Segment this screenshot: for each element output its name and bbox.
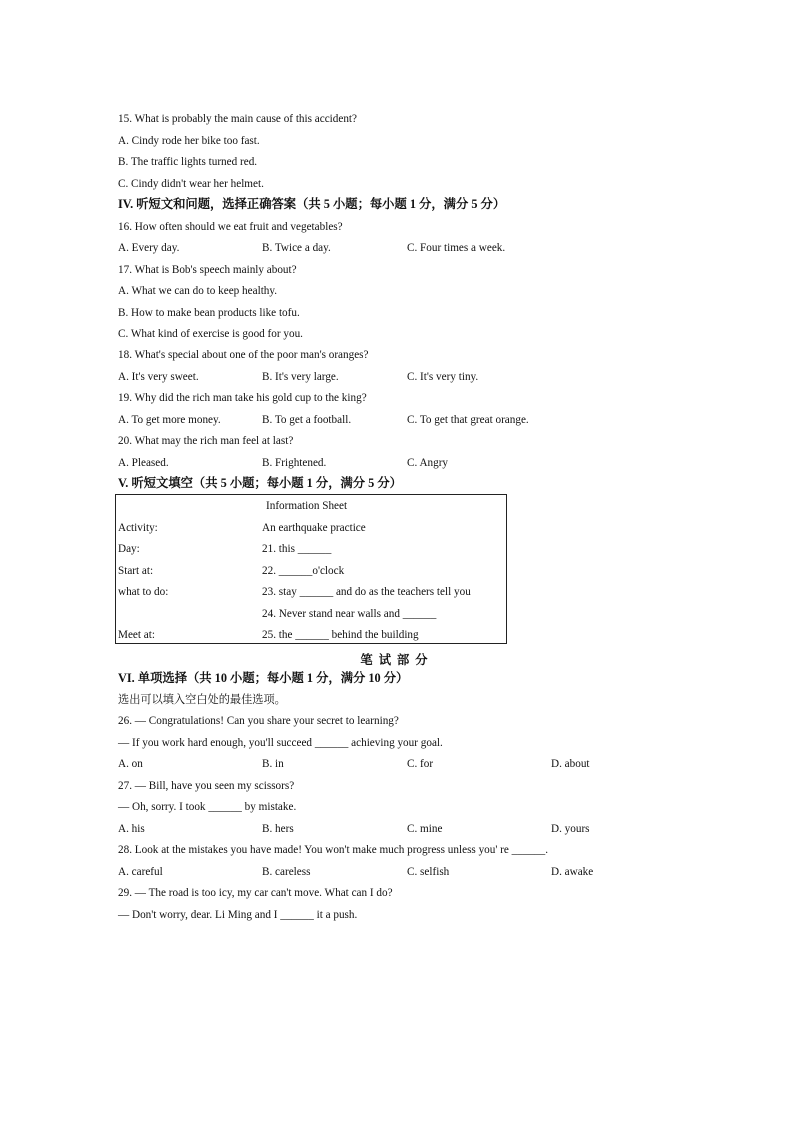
option-26a: A. on [118, 758, 143, 770]
option-20a: A. Pleased. [118, 457, 169, 469]
info-label: what to do: [118, 586, 169, 598]
options-16 [118, 241, 506, 255]
info-row-day [118, 542, 332, 556]
option-19a: A. To get more money. [118, 414, 221, 426]
question-20: 20. What may the rich man feel at last? [118, 435, 294, 447]
options-19 [118, 413, 529, 427]
option-20b: B. Frightened. [262, 457, 327, 469]
info-label: Activity: [118, 522, 158, 534]
option-19c: C. To get that great orange. [407, 414, 529, 426]
question-26-line2: — If you work hard enough, you'll succeed ______ achieving your goal. [118, 737, 443, 749]
option-26c: C. for [407, 758, 434, 770]
option-17a: A. What we can do to keep healthy. [118, 285, 278, 297]
option-26b: B. in [262, 758, 284, 770]
options-27 [118, 822, 590, 836]
option-27a: A. his [118, 823, 145, 835]
option-26d: D. about [551, 758, 590, 770]
option-28d: D. awake [551, 866, 594, 878]
info-value: 23. stay ______ and do as the teachers tell you [262, 586, 471, 598]
section-4-title: IV. 听短文和问题，选择正确答案（共 5 小题；每小题 1 分，满分 5 分） [118, 197, 506, 211]
section-6-title: VI. 单项选择（共 10 小题；每小题 1 分，满分 10 分） [118, 671, 409, 685]
info-value: 24. Never stand near walls and ______ [262, 608, 437, 620]
information-sheet-heading: Information Sheet [266, 500, 348, 512]
option-16c: C. Four times a week. [407, 242, 506, 254]
section-6-instruction: 选出可以填入空白处的最佳选项。 [118, 694, 286, 706]
option-27d: D. yours [551, 823, 590, 835]
info-row-activity [118, 521, 366, 535]
option-16a: A. Every day. [118, 242, 180, 254]
info-value: 25. the ______ behind the building [262, 629, 419, 641]
question-26-line1: 26. — Congratulations! Can you share your secret to learning? [118, 715, 399, 727]
options-18 [118, 370, 479, 384]
question-27-line2: — Oh, sorry. I took ______ by mistake. [118, 801, 297, 813]
question-27-line1: 27. — Bill, have you seen my scissors? [118, 780, 295, 792]
option-19b: B. To get a football. [262, 414, 352, 426]
info-row-start [118, 564, 345, 578]
options-28 [118, 865, 594, 879]
option-16b: B. Twice a day. [262, 242, 331, 254]
info-value: 21. this ______ [262, 543, 332, 555]
question-16: 16. How often should we eat fruit and vegetables? [118, 221, 343, 233]
option-17b: B. How to make bean products like tofu. [118, 307, 300, 319]
option-28c: C. selfish [407, 866, 450, 878]
option-15b: B. The traffic lights turned red. [118, 156, 258, 168]
question-29-line2: — Don't worry, dear. Li Ming and I ______ it a push. [118, 909, 358, 921]
option-15c: C. Cindy didn't wear her helmet. [118, 178, 264, 190]
option-15a: A. Cindy rode her bike too fast. [118, 135, 260, 147]
options-20 [118, 456, 449, 470]
question-29-line1: 29. — The road is too icy, my car can't move. What can I do? [118, 887, 393, 899]
options-26 [118, 757, 590, 771]
option-27c: C. mine [407, 823, 443, 835]
option-18c: C. It's very tiny. [407, 371, 479, 383]
option-28a: A. careful [118, 866, 163, 878]
info-row-meet-at [118, 628, 419, 642]
option-28b: B. careless [262, 866, 311, 878]
option-18a: A. It's very sweet. [118, 371, 199, 383]
info-label: Meet at: [118, 629, 155, 641]
question-17: 17. What is Bob's speech mainly about? [118, 264, 297, 276]
question-18: 18. What's special about one of the poor man's oranges? [118, 349, 369, 361]
section-5-title: V. 听短文填空（共 5 小题；每小题 1 分，满分 5 分） [118, 476, 402, 490]
written-part-title: 笔试部分 [360, 653, 434, 667]
info-label: Day: [118, 543, 140, 555]
info-row-what-to-do [118, 585, 471, 599]
question-28-line1: 28. Look at the mistakes you have made! You won't make much progress unless you' re ______. [118, 844, 549, 856]
option-27b: B. hers [262, 823, 294, 835]
option-17c: C. What kind of exercise is good for you. [118, 328, 303, 340]
info-value: 22. ______o'clock [262, 565, 345, 577]
info-value: An earthquake practice [262, 522, 366, 534]
question-15: 15. What is probably the main cause of this accident? [118, 113, 358, 125]
question-19: 19. Why did the rich man take his gold cup to the king? [118, 392, 367, 404]
info-label: Start at: [118, 565, 154, 577]
option-20c: C. Angry [407, 457, 449, 469]
option-18b: B. It's very large. [262, 371, 339, 383]
